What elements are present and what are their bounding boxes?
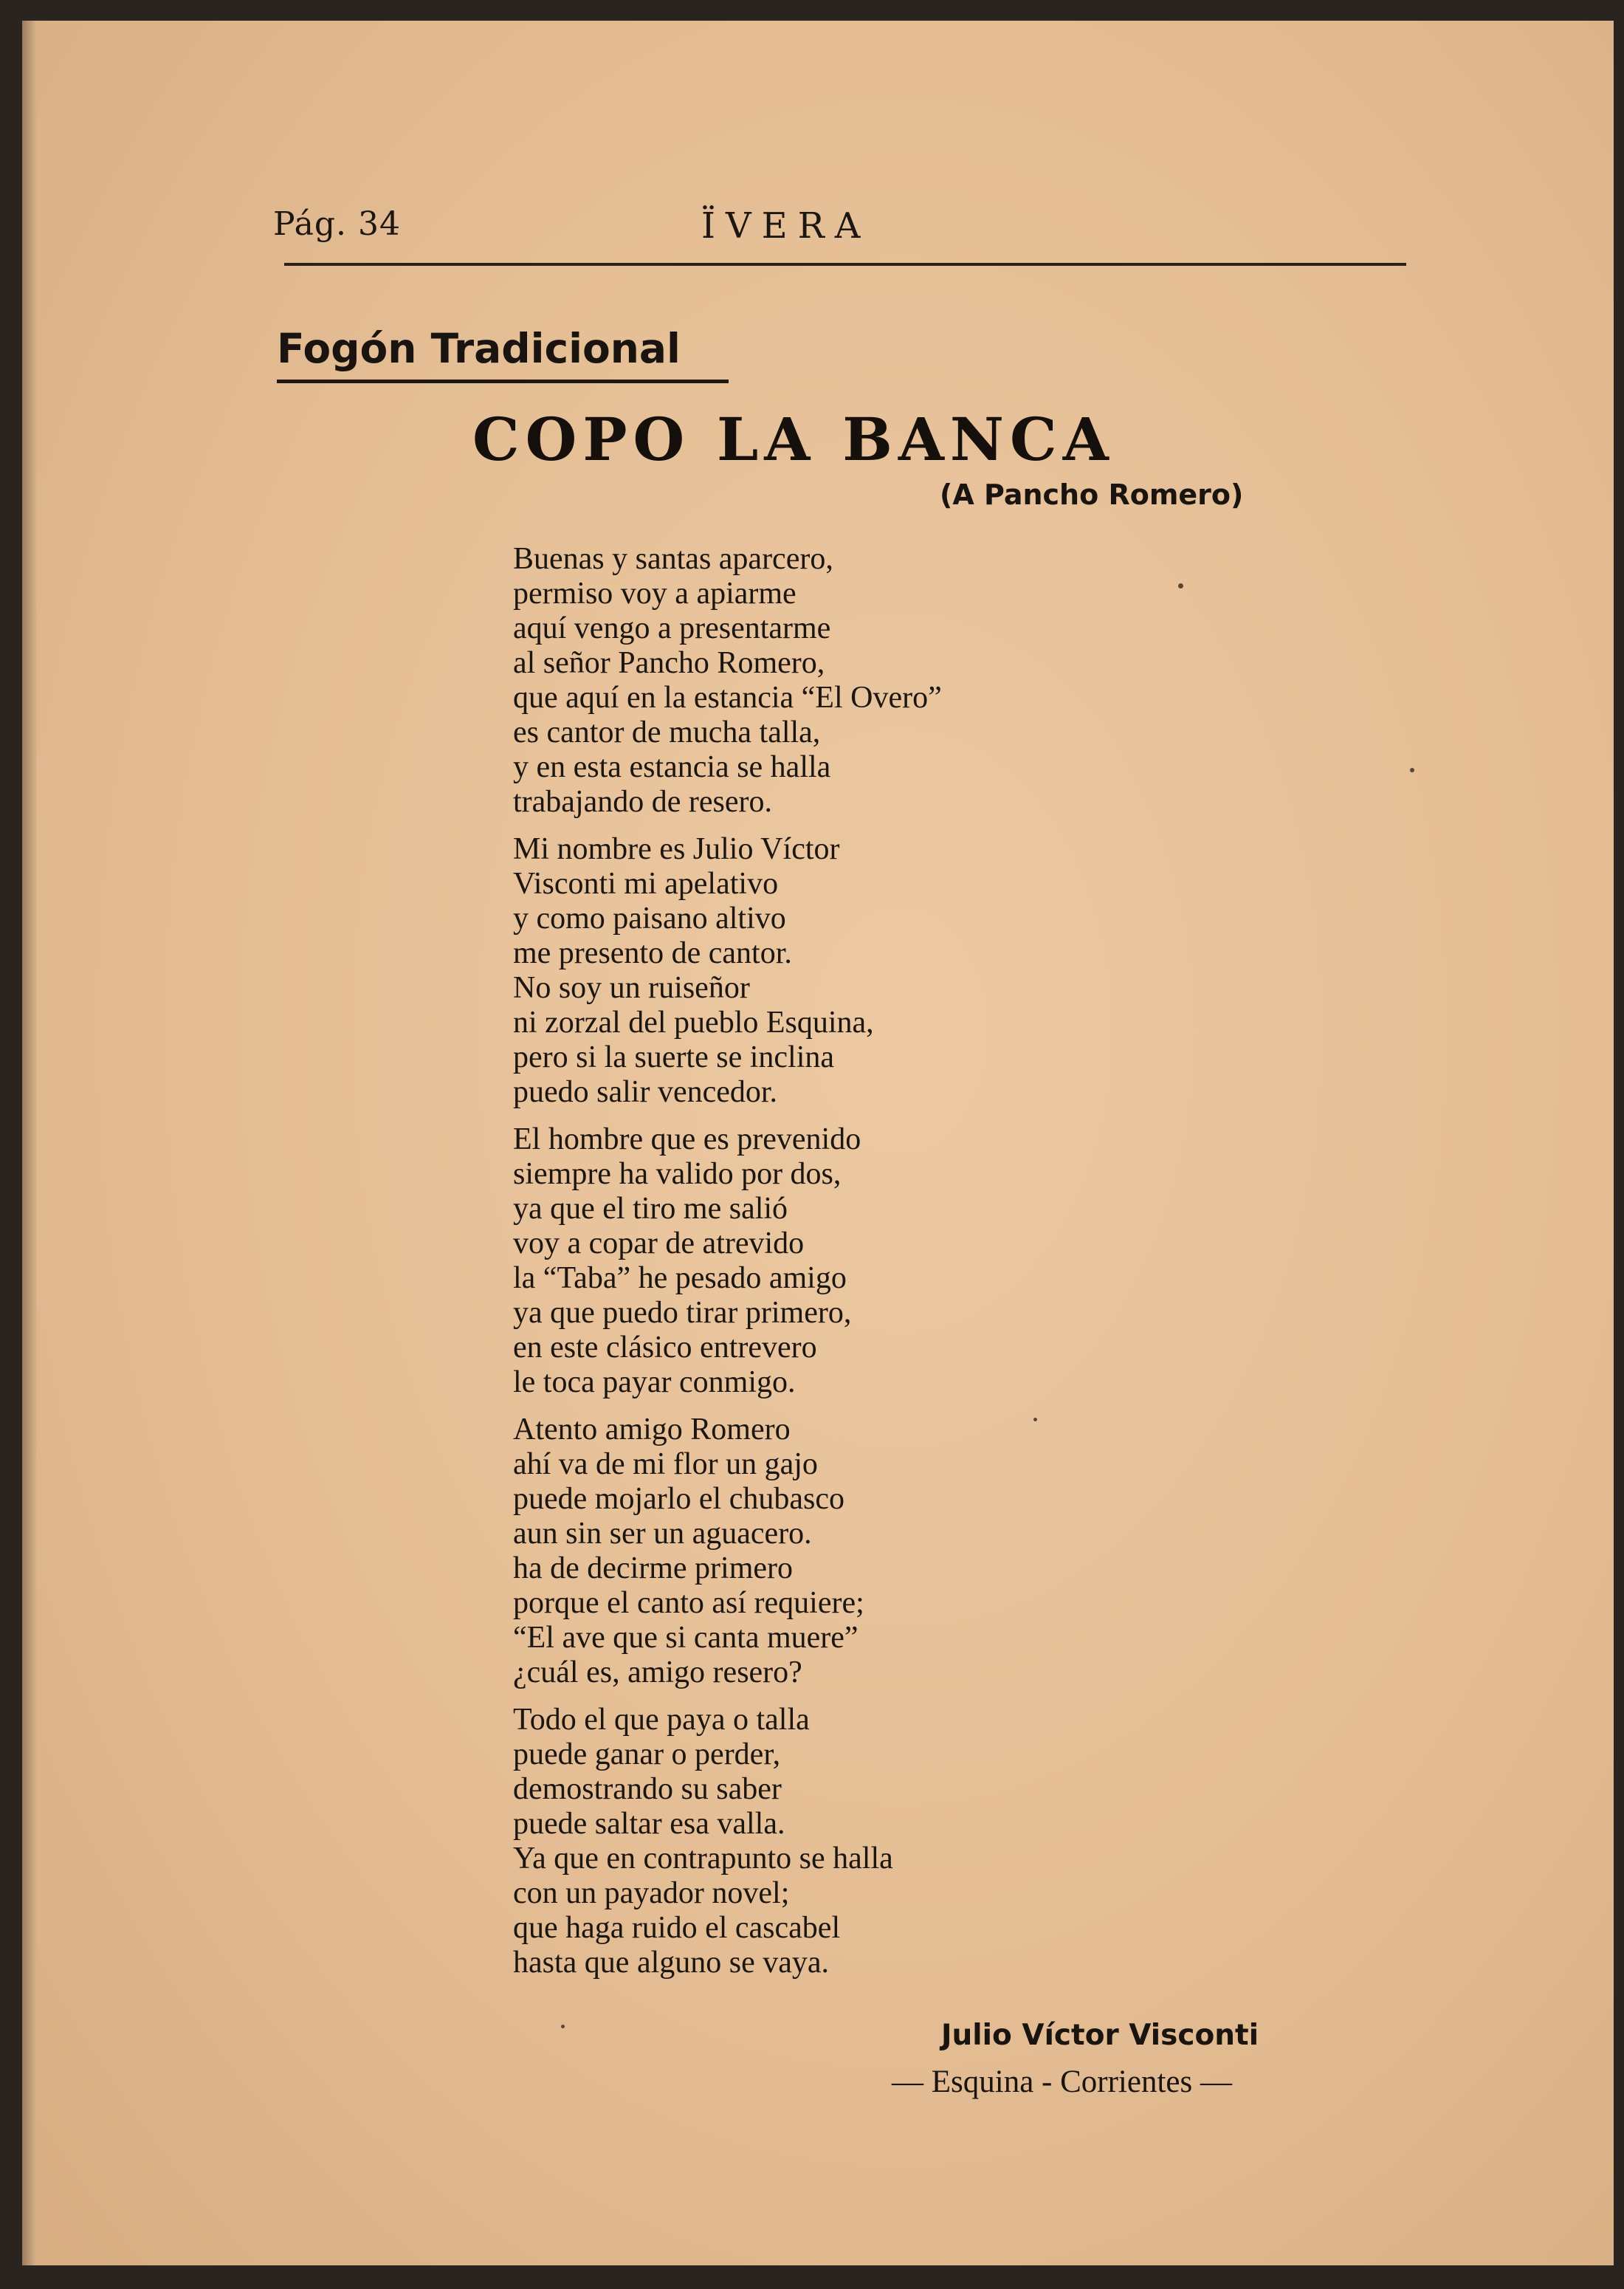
poem-line: puedo salir vencedor. [513, 1075, 778, 1109]
page-number: Pág. 34 [273, 205, 401, 243]
poem-line: siempre ha valido por dos, [513, 1157, 842, 1191]
poem-line: con un payador novel; [513, 1876, 790, 1910]
poem-line: permiso voy a apiarme [513, 577, 796, 611]
poem-line: “El ave que si canta muere” [513, 1621, 859, 1655]
section-underline [277, 380, 729, 383]
poem-line: Todo el que paya o talla [513, 1703, 810, 1737]
poem-line: demostrando su saber [513, 1772, 782, 1806]
poem-line: que aquí en la estancia “El Overo” [513, 681, 942, 715]
poem-line: puede ganar o perder, [513, 1737, 781, 1771]
paper-speck [1033, 1418, 1037, 1421]
paper-speck [1178, 583, 1183, 588]
poem-place: — Esquina - Corrientes — [892, 2065, 1232, 2099]
poem-line: ¿cuál es, amigo resero? [513, 1655, 802, 1689]
poem-body [513, 542, 1362, 1993]
journal-name: ÏVERA [701, 205, 871, 247]
poem-dedication: (A Pancho Romero) [940, 478, 1244, 511]
poem-line: Ya que en contrapunto se halla [513, 1842, 893, 1876]
poem-line: Mi nombre es Julio Víctor [513, 832, 840, 866]
poem-line: voy a copar de atrevido [513, 1226, 805, 1260]
page-header [273, 205, 1403, 264]
poem-line: Atento amigo Romero [513, 1413, 791, 1447]
poem-line: ni zorzal del pueblo Esquina, [513, 1006, 874, 1040]
poem-line: es cantor de mucha talla, [513, 715, 821, 749]
poem-line: y en esta estancia se halla [513, 750, 831, 784]
stanza [513, 1413, 1362, 1690]
stanza [513, 1703, 1362, 1980]
poem-line: pero si la suerte se inclina [513, 1040, 835, 1074]
poem-line: la “Taba” he pesado amigo [513, 1261, 847, 1295]
poem-line: ya que el tiro me salió [513, 1192, 788, 1226]
poem-line: porque el canto así requiere; [513, 1586, 864, 1620]
poem-line: y como paisano altivo [513, 902, 786, 936]
poem-line: ahí va de mi flor un gajo [513, 1447, 818, 1481]
stanza [513, 1122, 1362, 1400]
poem-line: puede mojarlo el chubasco [513, 1482, 844, 1516]
poem-line: Buenas y santas aparcero, [513, 542, 833, 576]
poem-line: aquí vengo a presentarme [513, 611, 831, 645]
poem-line: que haga ruido el cascabel [513, 1911, 841, 1945]
header-rule [284, 263, 1406, 266]
paper-speck [1410, 768, 1414, 772]
poem-title: COPO LA BANCA [472, 405, 1115, 474]
stanza [513, 542, 1362, 820]
poem-line: en este clásico entrevero [513, 1331, 817, 1365]
poem-line: puede saltar esa valla. [513, 1807, 785, 1841]
poem-line: me presento de cantor. [513, 936, 792, 970]
poem-line: Visconti mi apelativo [513, 867, 779, 901]
paper-speck [561, 2025, 565, 2028]
poem-line: No soy un ruiseñor [513, 971, 750, 1005]
stanza [513, 832, 1362, 1110]
poem-line: al señor Pancho Romero, [513, 646, 825, 680]
poem-line: aun sin ser un aguacero. [513, 1517, 812, 1551]
page-edge [22, 21, 37, 2265]
poem-line: trabajando de resero. [513, 785, 772, 819]
poem-line: le toca payar conmigo. [513, 1365, 796, 1399]
poem-line: El hombre que es prevenido [513, 1122, 861, 1156]
section-title: Fogón Tradicional [277, 325, 681, 372]
poem-line: hasta que alguno se vaya. [513, 1946, 830, 1980]
poem-line: ha de decirme primero [513, 1551, 793, 1585]
poem-author: Julio Víctor Visconti [941, 2019, 1259, 2052]
poem-line: ya que puedo tirar primero, [513, 1296, 852, 1330]
